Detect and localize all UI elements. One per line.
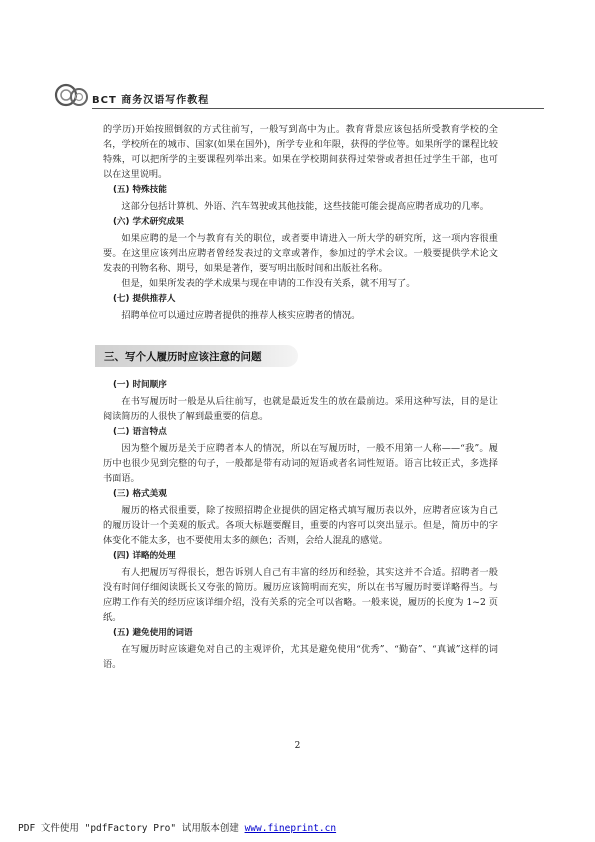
section-heading: 三、写个人履历时应该注意的问题	[104, 351, 262, 363]
subheading-references: (七) 提供推荐人	[113, 294, 176, 304]
footer-text: PDF 文件使用 "pdfFactory Pro" 试用版本创建	[18, 823, 245, 834]
footer-link[interactable]: www.fineprint.cn	[244, 823, 337, 834]
book-logo-icon	[52, 78, 92, 110]
subheading-avoid-words: (五) 避免使用的词语	[113, 628, 193, 638]
subheading-language: (二) 语言特点	[113, 427, 167, 437]
top-content	[103, 122, 498, 323]
page-header	[52, 78, 542, 112]
page-number: 2	[294, 741, 301, 751]
book-title: BCT 商务汉语写作教程	[92, 95, 210, 106]
pdf-footer	[18, 820, 336, 834]
subheading-time-order: (一) 时间顺序	[113, 380, 167, 390]
subheading-special-skills: (五) 特殊技能	[113, 185, 167, 195]
section-content	[103, 377, 498, 672]
paragraph-special-skills: 这部分包括计算机、外语、汽车驾驶或其他技能，这些技能可能会提高应聘者成功的几率。	[121, 201, 489, 212]
subheading-academic-research: (六) 学术研究成果	[113, 217, 185, 227]
paragraph-detail: 有人把履历写得很长，想告诉别人自己有丰富的经历和经验，其实这并不合适。招聘者一般没有时间仔细阅读既长又夸张的简历。履历应该简明而充实，所以在书写履历时要详略得当。与应聘工作有关的经历应该详细介绍，没有关系的完全可以省略。一般来说，履历的长度为 1~2 页纸。	[103, 567, 498, 623]
paragraph-format: 履历的格式很重要，除了按照招聘企业提供的固定格式填写履历表以外，应聘者应该为自己的履历设计一个美观的版式。各项大标题要醒目，重要的内容可以突出显示。但是，简历中的字体变化不能太多，也不要使用太多的颜色；否则，会给人混乱的感觉。	[103, 505, 498, 546]
subheading-format: (三) 格式美观	[113, 489, 167, 499]
paragraph-academic-note: 但是，如果所发表的学术成果与现在申请的工作没有关系，就不用写了。	[121, 278, 416, 289]
paragraph-avoid-words: 在写履历时应该避免对自己的主观评价，尤其是避免使用“优秀”、“勤奋”、“真诚”这样的词语。	[103, 644, 498, 670]
paragraph-time-order: 在书写履历时一般是从后往前写，也就是最近发生的放在最前边。采用这种写法，目的是让阅读简历的人很快了解到最重要的信息。	[103, 396, 498, 422]
paragraph-references: 招聘单位可以通过应聘者提供的推荐人核实应聘者的情况。	[121, 310, 361, 321]
paragraph-language: 因为整个履历是关于应聘者本人的情况，所以在写履历时，一般不用第一人称——“我”。履历中也很少见到完整的句子，一般都是带有动词的短语或者名词性短语。语言比较正式，多选择书面语。	[103, 443, 498, 484]
paragraph-education-continued: 的学历)开始按照倒叙的方式往前写，一般写到高中为止。教育背景应该包括所受教育学校的全名，学校所在的城市、国家(如果在国外)，所学专业和年限，获得的学位等。如果所学的课程比较特殊，可以把所学的主要课程列举出来。如果在学校期间获得过荣誉或者担任过学生干部，也可以在这里说明。	[103, 124, 498, 180]
paragraph-academic-research: 如果应聘的是一个与教育有关的职位，或者要申请进入一所大学的研究所，这一项内容很重要。在这里应该列出应聘者曾经发表过的文章或著作，参加过的学术会议。一般要提供学术论文发表的刊物名称、期号，如果是著作，要写明出版时间和出版社名称。	[103, 233, 498, 274]
header-divider	[92, 108, 544, 109]
subheading-detail: (四) 详略的处理	[113, 551, 176, 561]
